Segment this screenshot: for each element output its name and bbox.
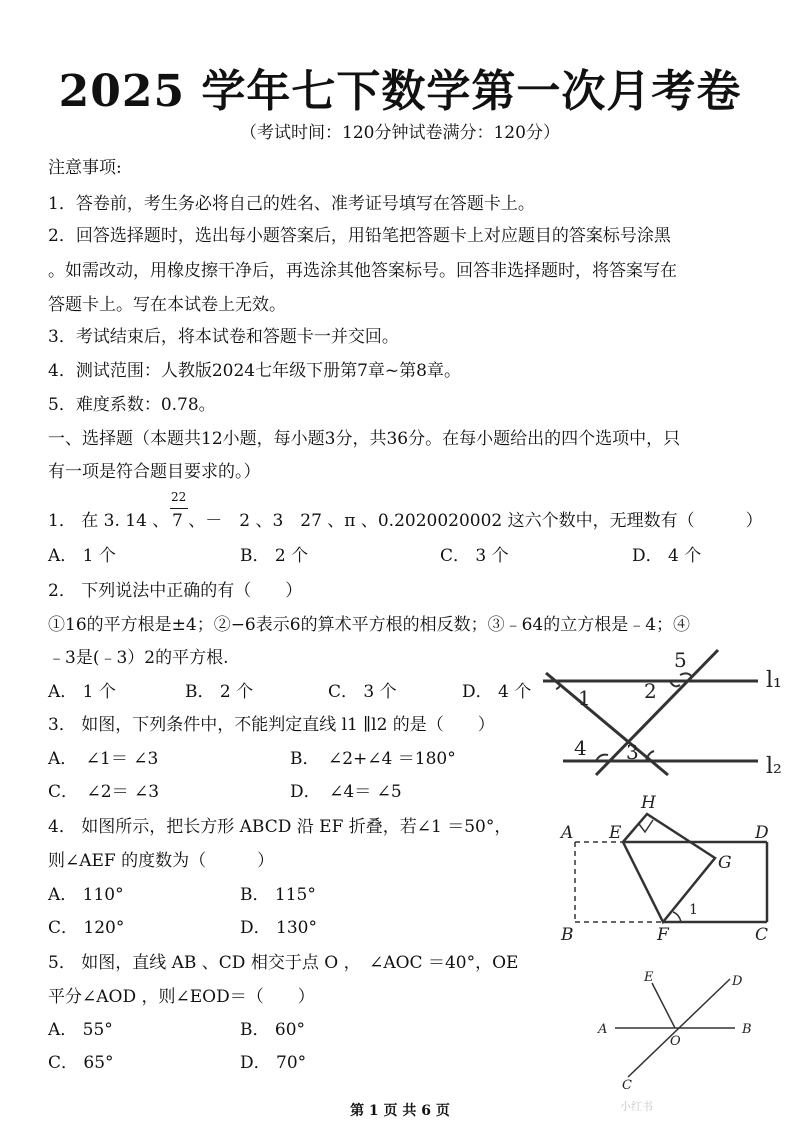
q5-option-c: C． 65° (48, 1053, 114, 1073)
label-l2: l₂ (766, 754, 782, 779)
q2-option-d: D． 4 个 (462, 682, 532, 702)
q4-figure (555, 790, 790, 945)
section-heading: 一、选择题（本题共12小题，每小题3分，共36分。在每小题给出的四个选项中，只 (48, 429, 681, 449)
label-A: A (561, 823, 574, 843)
q4-option-d: D． 130° (240, 918, 317, 938)
label-D: D (755, 823, 769, 843)
label-E: E (644, 970, 654, 985)
q5-stem-cont: 平分∠AOD ，则∠EOD＝（ ） (48, 987, 315, 1007)
label-H: H (641, 793, 656, 813)
q4-option-b: B． 115° (240, 885, 316, 905)
note-item: 4．测试范围：人教版2024七年级下册第7章~第8章。 (48, 361, 461, 381)
angle-label-5: 5 (674, 648, 687, 672)
angle-label-1: 1 (578, 686, 591, 710)
exam-title: 2025 学年七下数学第一次月考卷 (58, 66, 742, 117)
q2-option-b: B． 2 个 (185, 682, 254, 702)
note-item: 答题卡上。写在本试卷上无效。 (48, 295, 286, 315)
ray-OE (652, 983, 675, 1028)
label-l1: l₁ (766, 668, 782, 693)
angle-label-3: 3 (626, 740, 639, 764)
label-C: C (755, 925, 769, 945)
q2-statements: ①16的平方根是±4；②−6表示6的算术平方根的相反数；③﹣64的立方根是﹣4；④ (48, 615, 691, 635)
note-item: 1．答卷前，考生务必将自己的姓名、准考证号填写在答题卡上。 (48, 194, 535, 214)
note-item: 5．难度系数：0.78。 (48, 395, 216, 415)
q5-stem: 5． 如图，直线 AB 、CD 相交于点 O ， ∠AOC ＝40°，OE (48, 953, 519, 973)
label-E: E (609, 823, 622, 843)
q5-figure (590, 965, 780, 1090)
q1-stem-rest: 7 、－ 2 、3 27 、π 、0.2020020002 这六个数中，无理数有（ ） (172, 511, 763, 531)
label-G: G (718, 853, 732, 873)
q2-stem: 2． 下列说法中正确的有（ ） (48, 581, 303, 601)
note-item: 2．回答选择题时，选出每小题答案后，用铅笔把答题卡上对应题目的答案标号涂黑 (48, 226, 671, 246)
label-D: D (732, 974, 743, 989)
section-heading-cont: 有一项是符合题目要求的。） (48, 462, 261, 482)
q1-stem-start: 1． 在 3. 14 、 (48, 511, 170, 531)
transversal-2 (596, 650, 718, 775)
watermark: 小红书 (620, 1100, 653, 1113)
note-item: 3．考试结束后，将本试卷和答题卡一并交回。 (48, 327, 399, 347)
q4-stem-cont: 则∠AEF 的度数为（ ） (48, 851, 275, 871)
q3-option-c: C． ∠2＝ ∠3 (48, 782, 160, 802)
q1-option-a: A． 1 个 (48, 546, 116, 566)
q3-option-a: A． ∠1＝ ∠3 (48, 749, 159, 769)
label-angle-1: 1 (689, 902, 698, 918)
note-item: 。如需改动，用橡皮擦干净后，再选涂其他答案标号。回答非选择题时，将答案写在 (48, 261, 677, 281)
q4-option-a: A． 110° (48, 885, 124, 905)
q3-option-b: B． ∠2+∠4 ＝180° (290, 749, 456, 769)
q4-stem: 4． 如图所示，把长方形 ABCD 沿 EF 折叠，若∠1 ＝50°， (48, 817, 512, 837)
angle-label-2: 2 (644, 679, 657, 703)
page-footer: 第 1 页 共 6 页 (350, 1103, 450, 1119)
q1-fraction-numerator: 22 (171, 490, 187, 504)
q5-option-a: A． 55° (48, 1020, 113, 1040)
exam-subtitle: （考试时间：120分钟试卷满分：120分） (240, 123, 560, 143)
q1-option-b: B． 2 个 (240, 546, 309, 566)
q3-figure (538, 645, 788, 785)
q1-option-d: D． 4 个 (632, 546, 702, 566)
q2-option-c: C． 3 个 (328, 682, 397, 702)
label-B: B (742, 1022, 752, 1037)
q5-option-d: D． 70° (240, 1053, 307, 1073)
label-B: B (561, 925, 574, 945)
q2-statements-cont: ﹣3是(﹣3）2的平方根. (48, 648, 229, 668)
q5-option-b: B． 60° (240, 1020, 306, 1040)
label-A: A (598, 1022, 608, 1037)
label-O: O (670, 1034, 681, 1049)
q4-option-c: C． 120° (48, 918, 125, 938)
folded-flap (623, 814, 715, 922)
label-C: C (622, 1078, 632, 1090)
angle-label-4: 4 (574, 736, 587, 760)
q1-option-c: C． 3 个 (440, 546, 509, 566)
q3-stem: 3． 如图，下列条件中，不能判定直线 l1 ∥l2 的是（ ） (48, 715, 495, 735)
angle-arc-1 (673, 912, 681, 922)
notes-heading: 注意事项: (48, 158, 122, 178)
label-F: F (657, 925, 669, 945)
q2-option-a: A． 1 个 (48, 682, 116, 702)
q3-option-d: D． ∠4＝ ∠5 (290, 782, 402, 802)
